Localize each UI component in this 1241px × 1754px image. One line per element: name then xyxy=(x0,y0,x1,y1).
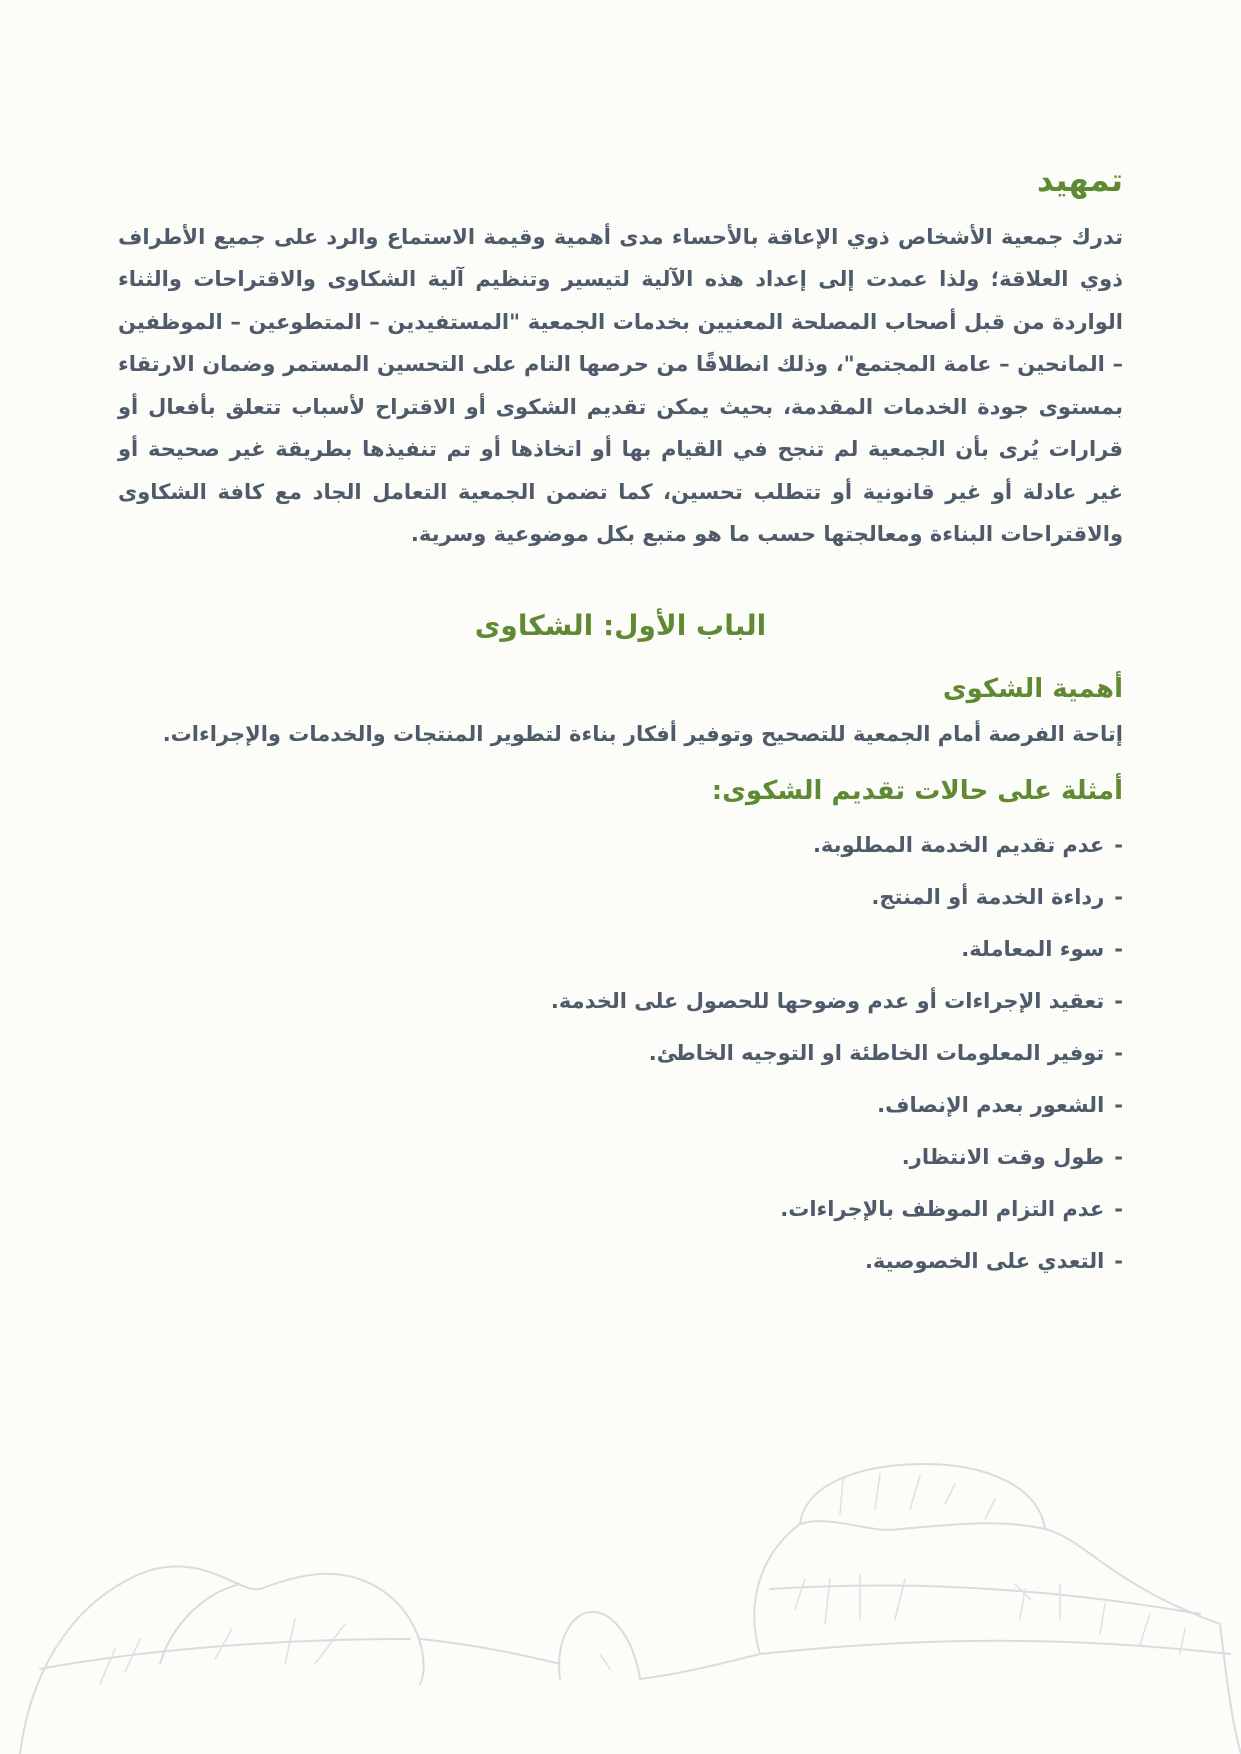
examples-heading: أمثلة على حالات تقديم الشكوى: xyxy=(711,775,1123,806)
list-item-text: عدم التزام الموظف بالإجراءات. xyxy=(780,1197,1105,1222)
list-item xyxy=(118,871,1123,923)
bullet-dash: - xyxy=(1114,989,1123,1014)
list-item xyxy=(118,1131,1123,1183)
list-item-text: طول وقت الانتظار. xyxy=(901,1145,1105,1170)
list-item-text: التعدي على الخصوصية. xyxy=(864,1249,1105,1274)
list-item-text: رداءة الخدمة أو المنتج. xyxy=(871,885,1105,910)
list-item-text: سوء المعاملة. xyxy=(961,937,1105,962)
list-item xyxy=(118,1027,1123,1079)
chapter-title: الباب الأول: الشكاوى xyxy=(474,608,767,642)
list-item-text: الشعور بعدم الإنصاف. xyxy=(877,1093,1105,1118)
intro-paragraph: تدرك جمعية الأشخاص ذوي الإعاقة بالأحساء مدى أهمية وقيمة الاستماع والرد على جميع الأطراف ذوي العلاقة؛ ولذا عمدت إلى إعداد هذه الآلية لتيسير وتنظيم آلية الشكاوى والاقتراحات والثناء الواردة من قبل أصحاب المصلحة المعنيين بخدمات الجمعية "المستفيدين – المتطوعين – الموظفين – المانحين – عامة المجتمع"، وذلك انطلاقًا من حرصها التام على التحسين المستمر وضمان الارتقاء بمستوى جودة الخدمات المقدمة، بحيث يمكن تقديم الشكوى أو الاقتراح لأسباب تتعلق بأفعال أو قرارات يُرى بأن الجمعية لم تنجح في القيام بها أو اتخاذها أو تم تنفيذها بطريقة غير صحيحة أو غير عادلة أو غير قانونية أو تتطلب تحسين، كما تضمن الجمعية التعامل الجاد مع كافة الشكاوى والاقتراحات البناءة ومعالجتها حسب ما هو متبع بكل موضوعية وسرية. xyxy=(118,224,1123,547)
bullet-dash: - xyxy=(1114,937,1123,962)
list-item-text: تعقيد الإجراءات أو عدم وضوحها للحصول على الخدمة. xyxy=(550,989,1105,1014)
examples-list xyxy=(118,819,1123,1287)
bullet-dash: - xyxy=(1114,1197,1123,1222)
importance-heading: أهمية الشكوى xyxy=(942,673,1123,704)
list-item-text: عدم تقديم الخدمة المطلوبة. xyxy=(812,833,1105,858)
list-item xyxy=(118,1183,1123,1235)
list-item xyxy=(118,819,1123,871)
list-item-text: توفير المعلومات الخاطئة او التوجيه الخاطئ. xyxy=(648,1041,1105,1066)
importance-text: إتاحة الفرصة أمام الجمعية للتصحيح وتوفير أفكار بناءة لتطوير المنتجات والخدمات والإجراءات. xyxy=(162,722,1123,747)
list-item xyxy=(118,975,1123,1027)
list-item xyxy=(118,1235,1123,1287)
document-page xyxy=(118,160,1123,1287)
bullet-dash: - xyxy=(1114,1249,1123,1274)
bullet-dash: - xyxy=(1114,1093,1123,1118)
bullet-dash: - xyxy=(1114,1145,1123,1170)
bullet-dash: - xyxy=(1114,885,1123,910)
rock-formation-decoration xyxy=(0,1414,1241,1754)
list-item xyxy=(118,923,1123,975)
intro-heading: تمهيد xyxy=(1036,161,1123,199)
list-item xyxy=(118,1079,1123,1131)
bullet-dash: - xyxy=(1114,833,1123,858)
bullet-dash: - xyxy=(1114,1041,1123,1066)
